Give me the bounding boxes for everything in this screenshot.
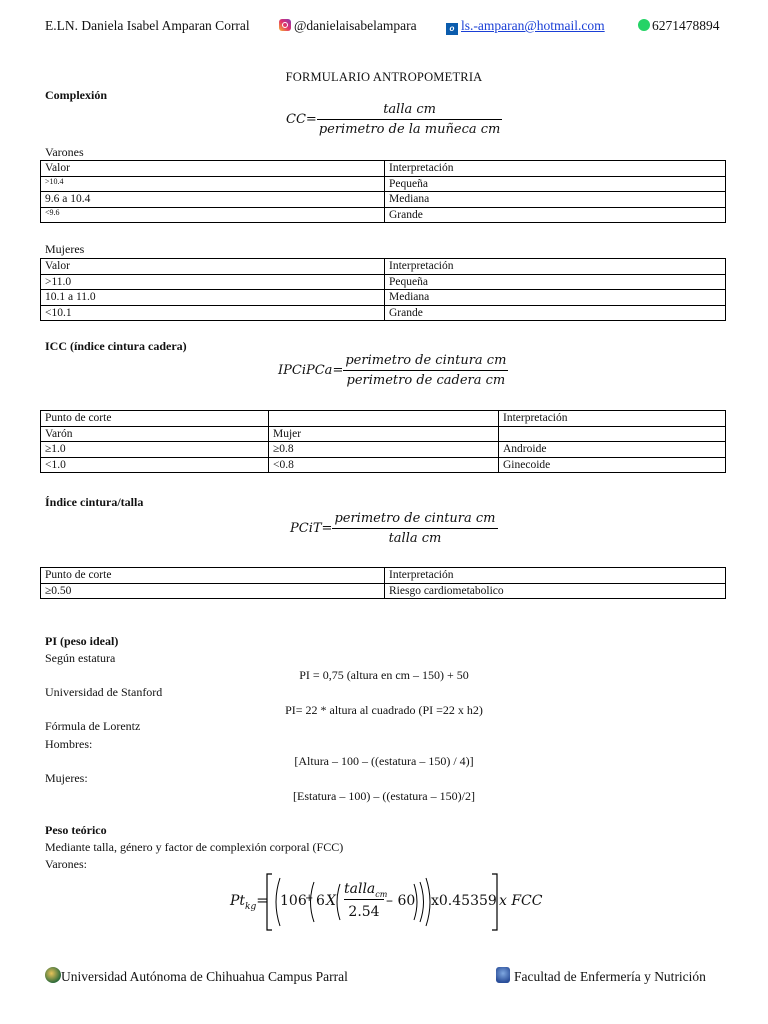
formula-lhs: CC: [286, 112, 306, 127]
pt-subscript: kg: [245, 901, 257, 912]
table-cell: Mediana: [385, 192, 726, 208]
table-cell: >11.0: [41, 274, 385, 290]
constant-6: 6: [316, 893, 325, 909]
pt-symbol: Pt: [230, 893, 246, 909]
formula-numerator: perimetro de cintura cm: [332, 511, 497, 529]
table-cell: Pequeña: [385, 274, 726, 290]
ict-heading: Índice cintura/talla: [45, 495, 144, 509]
table-cell: Androide: [499, 442, 726, 458]
complexion-formula: CC= $\frac{\text{talla cm}}{\text{perimetro de la muñeca cm}}$: [286, 102, 501, 137]
right-paren-middle: [420, 882, 424, 922]
formula-numerator: talla cm: [317, 102, 503, 120]
talla-numerator: [344, 881, 388, 900]
university-name: Universidad Autónoma de Chihuahua Campus Parral: [61, 969, 348, 984]
talla-subscript: cm: [375, 889, 388, 899]
table-header: Valor: [41, 161, 385, 177]
ict-table: [40, 567, 726, 599]
ict-formula: PCiT= $\frac{\text{perimetro de cintura cm}}{\text{talla cm}}$: [290, 511, 496, 546]
table-row: [41, 442, 726, 458]
left-paren-inner: [337, 884, 340, 920]
table-cell: Mujer: [269, 426, 499, 442]
constant-106: 106: [280, 893, 307, 909]
table-header: Interpretación: [385, 161, 726, 177]
multiply-x: X: [326, 893, 336, 909]
peso-teorico-description: Mediante talla, género y factor de complexión corporal (FCC): [45, 840, 344, 854]
pi-label-hombres: Hombres:: [45, 737, 93, 751]
pi-label-estatura: Según estatura: [45, 651, 116, 665]
email-link[interactable]: ls.-amparan@hotmail.com: [461, 18, 605, 33]
table-cell: ≥0.8: [269, 442, 499, 458]
formula-denominator: perimetro de cadera cm: [346, 373, 506, 388]
table-header: [269, 411, 499, 427]
table-row: [41, 192, 726, 208]
table-header: Interpretación: [499, 411, 726, 427]
whatsapp-icon: [638, 19, 650, 31]
instagram-handle: @danielaisabelampara: [294, 18, 417, 33]
formula-denominator: perimetro de la muñeca cm: [318, 122, 501, 137]
fcc-term: x FCC: [499, 893, 543, 909]
complexion-women-table: [40, 258, 726, 321]
faculty-logo-icon: [496, 967, 510, 983]
table-row: [41, 290, 726, 306]
table-row: [41, 176, 726, 192]
table-cell: <1.0: [41, 457, 269, 473]
document-title: FORMULARIO ANTROPOMETRIA: [285, 70, 483, 84]
pi-label-stanford: Universidad de Stanford: [45, 685, 163, 699]
pi-formula-mujeres: [Estatura – 100) – ((estatura – 150)/2]: [293, 789, 475, 803]
footer-faculty: [496, 967, 706, 985]
formula-fraction: [343, 353, 508, 388]
pi-label-mujeres: Mujeres:: [45, 771, 88, 785]
formula-fraction: [317, 102, 503, 137]
table-cell: Ginecoide: [499, 457, 726, 473]
table-header-row: [41, 161, 726, 177]
table-header: Interpretación: [385, 568, 726, 584]
formula-lhs: IPCiPCa: [278, 363, 333, 378]
table-cell: >10.4: [41, 176, 385, 192]
email-contact[interactable]: [446, 18, 605, 35]
table-row: [41, 274, 726, 290]
table-header-row: [41, 411, 726, 427]
table-header: Punto de corte: [41, 568, 385, 584]
page-header: [45, 18, 735, 38]
icc-formula: IPCiPCa= $\frac{\text{perimetro de cintura cm}}{\text{perimetro de cadera cm}}$: [278, 353, 507, 388]
table-cell: ≥1.0: [41, 442, 269, 458]
icc-heading: ICC (índice cintura cadera): [45, 339, 187, 353]
formula-denominator: talla cm: [388, 531, 442, 546]
pi-label-lorentz: Fórmula de Lorentz: [45, 719, 141, 733]
table-header-row: [41, 568, 726, 584]
table-cell: <10.1: [41, 305, 385, 321]
table-header: Valor: [41, 259, 385, 275]
pi-formula-stanford: PI= 22 * altura al cuadrado (PI =22 x h2): [285, 703, 483, 717]
pi-formula-hombres: [Altura – 100 – ((estatura – 150) / 4)]: [294, 754, 474, 768]
footer-university: [45, 967, 348, 985]
complexion-men-table: [40, 160, 726, 223]
table-header: Interpretación: [385, 259, 726, 275]
table-cell: Grande: [385, 207, 726, 223]
table-cell: Varón: [41, 426, 269, 442]
university-logo-icon: [45, 967, 61, 983]
table-cell: 10.1 a 11.0: [41, 290, 385, 306]
right-paren-outer: [426, 878, 430, 926]
pi-formula-estatura: PI = 0,75 (altura en cm – 150) + 50: [299, 668, 469, 682]
table-row: [41, 457, 726, 473]
women-label: Mujeres: [45, 242, 85, 256]
author-name: E.LN. Daniela Isabel Amparan Corral: [45, 18, 250, 33]
table-row: [41, 207, 726, 223]
talla-text: talla: [344, 881, 376, 897]
pi-heading: PI (peso ideal): [45, 634, 119, 648]
instagram-icon: [279, 19, 291, 31]
formula-fraction: [332, 511, 497, 546]
complexion-heading: Complexión: [45, 88, 108, 102]
table-cell: Riesgo cardiometabolico: [385, 583, 726, 599]
table-cell: <0.8: [269, 457, 499, 473]
peso-teorico-heading: Peso teórico: [45, 823, 107, 837]
pt-lhs: $Pt_{kg}=$: [230, 893, 268, 912]
table-cell: Pequeña: [385, 176, 726, 192]
table-cell: 9.6 a 10.4: [41, 192, 385, 208]
outlook-icon: o: [446, 23, 458, 35]
table-cell: ≥0.50: [41, 583, 385, 599]
table-cell: Mediana: [385, 290, 726, 306]
phone-number: 6271478894: [652, 18, 720, 33]
talla-denominator: 2.54: [348, 904, 380, 920]
peso-teorico-varones: Varones:: [45, 857, 87, 871]
plus-sign: +: [305, 893, 314, 904]
instagram-contact[interactable]: [279, 18, 417, 34]
table-cell: <9.6: [41, 207, 385, 223]
men-label: Varones: [45, 145, 84, 159]
table-row: [41, 583, 726, 599]
table-row: [41, 426, 726, 442]
formula-numerator: perimetro de cintura cm: [343, 353, 508, 371]
table-header-row: [41, 259, 726, 275]
table-row: [41, 305, 726, 321]
formula-lhs: PCiT: [290, 521, 322, 536]
factor-045359: x0.45359: [431, 893, 497, 909]
table-cell: [499, 426, 726, 442]
minus-60: – 60: [386, 893, 416, 909]
table-cell: Grande: [385, 305, 726, 321]
phone-contact: [638, 18, 720, 34]
faculty-name: Facultad de Enfermería y Nutrición: [514, 969, 706, 984]
icc-table: [40, 410, 726, 473]
table-header: Punto de corte: [41, 411, 269, 427]
